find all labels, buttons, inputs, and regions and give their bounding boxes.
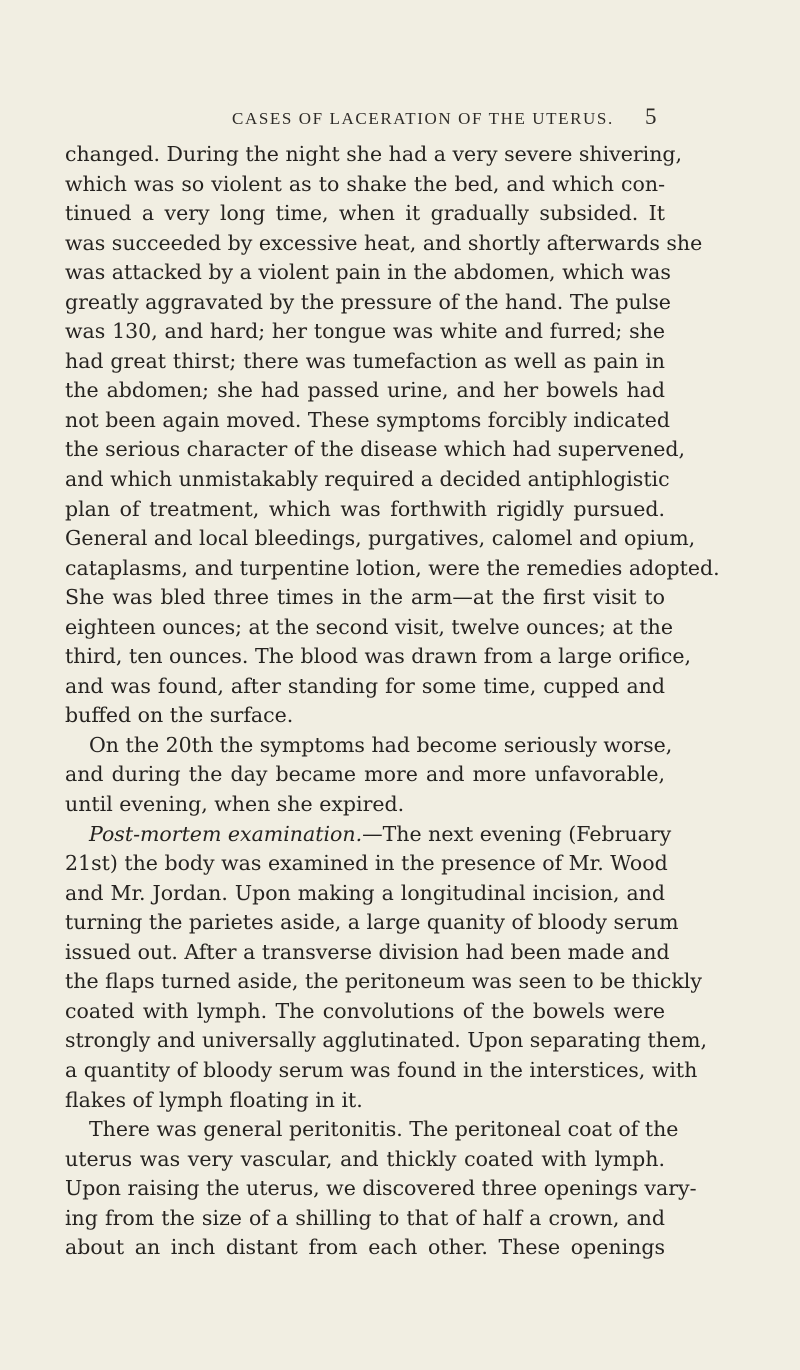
text-line: changed. During the night she had a very severe shivering, — [65, 142, 683, 166]
text-line: third, ten ounces. The blood was drawn from a large orifice, — [65, 644, 691, 669]
text-line: ing from the size of a shilling to that of half a crown, and — [65, 1205, 665, 1230]
text-line: and was found, after standing for some time, cupped and — [65, 673, 665, 698]
text-line: plan of treatment, which was forthwith rigidly pursued. — [65, 496, 665, 521]
text-line: about an inch distant from each other. These openings — [65, 1235, 665, 1260]
text-line: which was so violent as to shake the bed, and which con- — [65, 171, 665, 196]
section-heading: Post-mortem examination. — [89, 821, 363, 846]
text-line: On the 20th the symptoms had become seriously worse, — [89, 732, 673, 757]
text-line: was succeeded by excessive heat, and shortly afterwards she — [65, 230, 703, 255]
text-line-with-heading — [65, 820, 672, 850]
text-line: the abdomen; she had passed urine, and her bowels had — [65, 378, 665, 403]
text-line: was attacked by a violent pain in the abdomen, which was — [65, 260, 671, 285]
page-number: 5 — [645, 104, 657, 129]
text-line: cataplasms, and turpentine lotion, were the remedies adopted. — [65, 555, 720, 580]
text-line: the flaps turned aside, the peritoneum was seen to be thickly — [65, 969, 702, 994]
text-line: tinued a very long time, when it gradually subsided. It — [65, 201, 665, 226]
text-line: 21st) the body was examined in the presence of Mr. Wood — [65, 851, 668, 876]
text-line: not been again moved. These symptoms forcibly indicated — [65, 407, 670, 432]
text-line: until evening, when she expired. — [65, 792, 405, 817]
text-line: buffed on the surface. — [65, 703, 294, 728]
text-line: issued out. After a transverse division had been made and — [65, 939, 670, 964]
body-text — [65, 140, 720, 1263]
text-line: She was bled three times in the arm—at the first visit to — [65, 585, 665, 610]
text-line: and during the day became more and more unfavorable, — [65, 762, 665, 787]
text-line: coated with lymph. The convolutions of the bowels were — [65, 998, 665, 1023]
text-line-continuation: —The next evening (February — [362, 821, 672, 846]
text-line: General and local bleedings, purgatives, calomel and opium, — [65, 526, 696, 551]
text-line: a quantity of bloody serum was found in the interstices, with — [65, 1057, 698, 1082]
text-line: There was general peritonitis. The peritoneal coat of the — [89, 1117, 679, 1142]
text-line: had great thirst; there was tumefaction as well as pain in — [65, 348, 665, 373]
text-line: turning the parietes aside, a large quanity of bloody serum — [65, 910, 679, 935]
text-line: uterus was very vascular, and thickly coated with lymph. — [65, 1146, 665, 1171]
text-line: strongly and universally agglutinated. Upon separating them, — [65, 1028, 707, 1053]
text-line: flakes of lymph floating in it. — [65, 1087, 363, 1112]
text-line: the serious character of the disease which had supervened, — [65, 437, 686, 462]
text-line: was 130, and hard; her tongue was white and furred; she — [65, 319, 665, 344]
text-line: eighteen ounces; at the second visit, twelve ounces; at the — [65, 614, 673, 639]
text-line: Upon raising the uterus, we discovered three openings vary- — [65, 1176, 697, 1201]
text-line: and which unmistakably required a decided antiphlogistic — [65, 467, 670, 492]
text-line: and Mr. Jordan. Upon making a longitudinal incision, and — [65, 880, 665, 905]
text-line: greatly aggravated by the pressure of the hand. The pulse — [65, 289, 671, 314]
running-head: CASES OF LACERATION OF THE UTERUS. — [232, 109, 614, 128]
